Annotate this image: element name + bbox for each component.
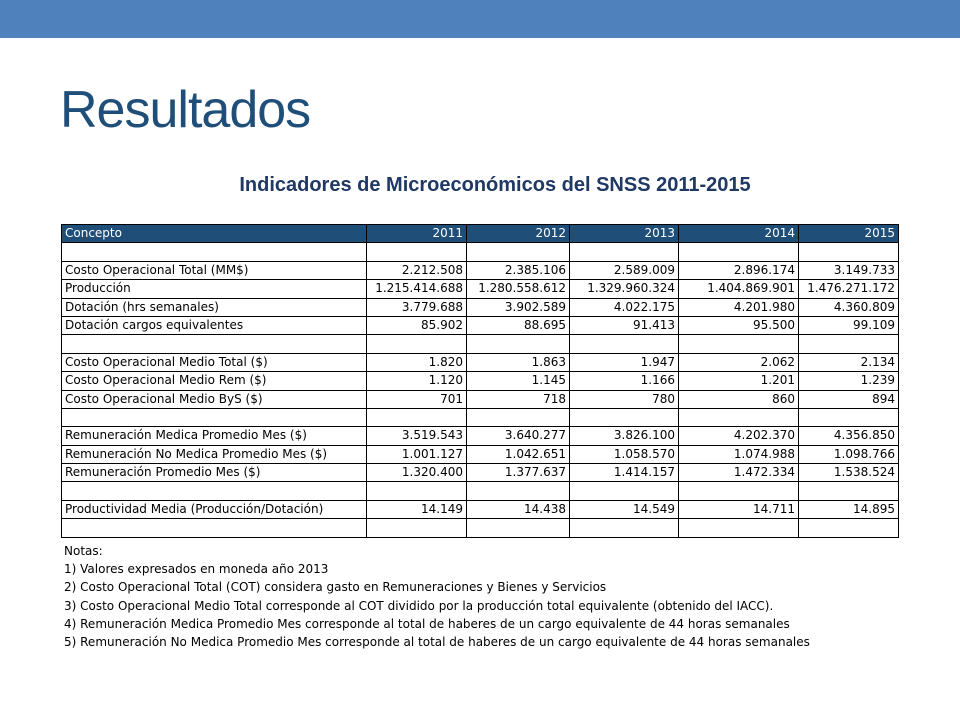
value-cell	[467, 482, 570, 500]
value-cell: 14.438	[467, 500, 570, 518]
row-label-cell	[62, 519, 367, 537]
note-item: 5) Remuneración No Medica Promedio Mes corresponde al total de haberes de un cargo equivalente de 44 horas semanales	[64, 635, 810, 650]
value-cell: 2.062	[679, 353, 799, 371]
value-cell: 1.166	[570, 372, 679, 390]
value-cell: 701	[367, 390, 467, 408]
value-cell: 95.500	[679, 316, 799, 334]
value-cell	[799, 408, 899, 426]
value-cell: 1.377.637	[467, 464, 570, 482]
table-row	[62, 464, 899, 482]
table-row	[62, 390, 899, 408]
value-cell: 1.472.334	[679, 464, 799, 482]
value-cell: 1.863	[467, 353, 570, 371]
value-cell: 1.098.766	[799, 445, 899, 463]
slide-title: Resultados	[60, 81, 311, 139]
row-label-cell	[62, 408, 367, 426]
notes-heading: Notas:	[64, 544, 103, 558]
value-cell: 1.820	[367, 353, 467, 371]
value-cell: 91.413	[570, 316, 679, 334]
value-cell: 1.001.127	[367, 445, 467, 463]
value-cell: 1.414.157	[570, 464, 679, 482]
value-cell	[570, 243, 679, 261]
value-cell	[679, 408, 799, 426]
value-cell	[679, 335, 799, 353]
value-cell: 88.695	[467, 316, 570, 334]
row-label-cell: Remuneración Medica Promedio Mes ($)	[62, 427, 367, 445]
value-cell: 14.149	[367, 500, 467, 518]
value-cell: 718	[467, 390, 570, 408]
value-cell: 1.215.414.688	[367, 280, 467, 298]
row-label-cell	[62, 335, 367, 353]
value-cell	[467, 408, 570, 426]
row-label-cell	[62, 482, 367, 500]
value-cell: 2.589.009	[570, 261, 679, 279]
table-spacer-row	[62, 243, 899, 261]
value-cell	[679, 519, 799, 537]
value-cell: 1.476.271.172	[799, 280, 899, 298]
value-cell: 14.711	[679, 500, 799, 518]
row-label-cell: Remuneración Promedio Mes ($)	[62, 464, 367, 482]
value-cell	[570, 335, 679, 353]
value-cell	[367, 482, 467, 500]
row-label-cell: Costo Operacional Medio Total ($)	[62, 353, 367, 371]
value-cell: 3.149.733	[799, 261, 899, 279]
value-cell: 1.120	[367, 372, 467, 390]
row-label-cell: Costo Operacional Medio ByS ($)	[62, 390, 367, 408]
value-cell: 85.902	[367, 316, 467, 334]
value-cell: 1.404.869.901	[679, 280, 799, 298]
table-spacer-row	[62, 519, 899, 537]
value-cell: 1.538.524	[799, 464, 899, 482]
value-cell	[799, 243, 899, 261]
value-cell	[367, 408, 467, 426]
row-label-cell	[62, 243, 367, 261]
value-cell: 3.779.688	[367, 298, 467, 316]
value-cell: 1.201	[679, 372, 799, 390]
value-cell: 780	[570, 390, 679, 408]
value-cell: 860	[679, 390, 799, 408]
value-cell: 99.109	[799, 316, 899, 334]
value-cell	[570, 482, 679, 500]
header-2014: 2014	[679, 225, 799, 243]
value-cell	[799, 482, 899, 500]
table-title: Indicadores de Microeconómicos del SNSS 2011-2015	[239, 174, 751, 196]
value-cell: 1.947	[570, 353, 679, 371]
value-cell: 1.239	[799, 372, 899, 390]
table-header-row	[62, 225, 899, 243]
table-row	[62, 372, 899, 390]
value-cell: 1.058.570	[570, 445, 679, 463]
table-spacer-row	[62, 335, 899, 353]
value-cell: 3.826.100	[570, 427, 679, 445]
row-label-cell: Remuneración No Medica Promedio Mes ($)	[62, 445, 367, 463]
table-row	[62, 427, 899, 445]
table-row	[62, 445, 899, 463]
value-cell: 14.549	[570, 500, 679, 518]
value-cell: 4.360.809	[799, 298, 899, 316]
value-cell: 4.356.850	[799, 427, 899, 445]
header-2011: 2011	[367, 225, 467, 243]
row-label-cell: Costo Operacional Medio Rem ($)	[62, 372, 367, 390]
value-cell: 4.022.175	[570, 298, 679, 316]
value-cell: 3.519.543	[367, 427, 467, 445]
header-concepto: Concepto	[62, 225, 367, 243]
value-cell: 1.145	[467, 372, 570, 390]
value-cell	[799, 335, 899, 353]
table-body	[62, 243, 899, 537]
table-spacer-row	[62, 408, 899, 426]
value-cell: 2.385.106	[467, 261, 570, 279]
note-item: 4) Remuneración Medica Promedio Mes corresponde al total de haberes de un cargo equivalente de 44 horas semanales	[64, 616, 790, 631]
table-row	[62, 280, 899, 298]
value-cell: 1.329.960.324	[570, 280, 679, 298]
value-cell: 1.074.988	[679, 445, 799, 463]
value-cell	[367, 335, 467, 353]
indicators-table	[61, 224, 899, 538]
table-spacer-row	[62, 482, 899, 500]
value-cell: 14.895	[799, 500, 899, 518]
header-2013: 2013	[570, 225, 679, 243]
row-label-cell: Costo Operacional Total (MM$)	[62, 261, 367, 279]
table-row	[62, 298, 899, 316]
value-cell	[367, 243, 467, 261]
row-label-cell: Productividad Media (Producción/Dotación)	[62, 500, 367, 518]
value-cell	[799, 519, 899, 537]
note-item: 2) Costo Operacional Total (COT) considera gasto en Remuneraciones y Bienes y Servicios	[64, 580, 607, 595]
header-2012: 2012	[467, 225, 570, 243]
table-row	[62, 316, 899, 334]
value-cell	[467, 243, 570, 261]
value-cell: 3.640.277	[467, 427, 570, 445]
value-cell	[679, 243, 799, 261]
value-cell: 1.280.558.612	[467, 280, 570, 298]
top-accent-bar	[0, 0, 960, 38]
value-cell	[570, 408, 679, 426]
note-item: 1) Valores expresados en moneda año 2013	[64, 562, 329, 577]
value-cell	[467, 335, 570, 353]
value-cell	[467, 519, 570, 537]
value-cell: 3.902.589	[467, 298, 570, 316]
indicators-table-container	[61, 224, 898, 538]
value-cell: 1.320.400	[367, 464, 467, 482]
notes-section	[64, 542, 810, 651]
value-cell: 894	[799, 390, 899, 408]
value-cell: 2.896.174	[679, 261, 799, 279]
row-label-cell: Producción	[62, 280, 367, 298]
value-cell: 4.201.980	[679, 298, 799, 316]
value-cell: 2.134	[799, 353, 899, 371]
header-2015: 2015	[799, 225, 899, 243]
table-row	[62, 261, 899, 279]
value-cell: 4.202.370	[679, 427, 799, 445]
value-cell	[367, 519, 467, 537]
row-label-cell: Dotación (hrs semanales)	[62, 298, 367, 316]
value-cell: 1.042.651	[467, 445, 570, 463]
value-cell	[679, 482, 799, 500]
value-cell: 2.212.508	[367, 261, 467, 279]
table-row	[62, 500, 899, 518]
row-label-cell: Dotación cargos equivalentes	[62, 316, 367, 334]
note-item: 3) Costo Operacional Medio Total corresponde al COT dividido por la producción total equivalente (obtenido del IACC).	[64, 598, 774, 613]
value-cell	[570, 519, 679, 537]
table-row	[62, 353, 899, 371]
